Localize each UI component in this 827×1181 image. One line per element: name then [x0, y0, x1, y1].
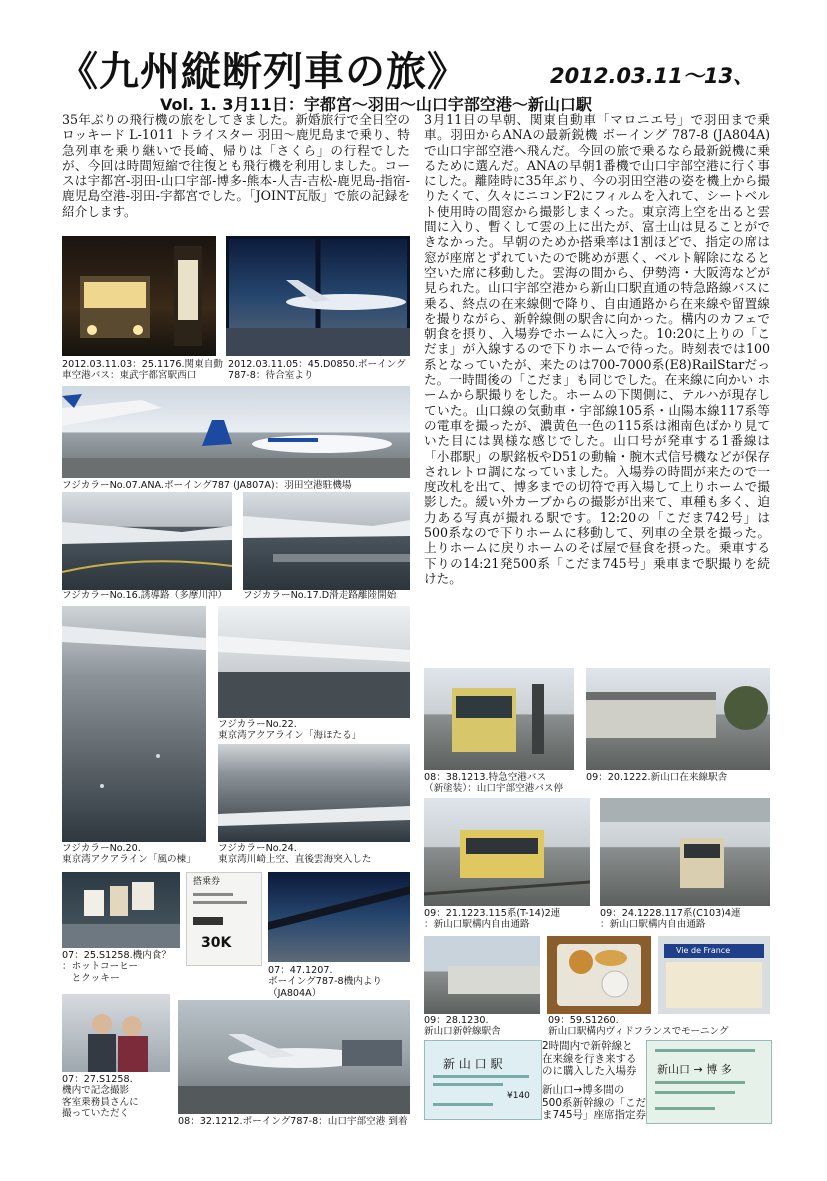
caption-line: （JA804A） [268, 987, 322, 999]
photo-shinkansen-station [424, 936, 540, 1014]
seat-ticket-graphic [647, 1041, 771, 1123]
photo-117-series-graphic [600, 798, 770, 906]
caption-line: フジカラーNo.20. [62, 843, 141, 854]
caption-line: 新山口駅構内ヴィドフランスでモーニング [548, 1026, 729, 1038]
caption-115-series [424, 908, 560, 931]
caption-line: 東京湾アクアライン「海ほたる」 [218, 730, 362, 742]
caption-line: （新塗装）：山口宇部空港バス停 [424, 783, 564, 795]
caption-express-bus [424, 772, 563, 795]
caption-line: 09：59.S1260. [548, 1015, 619, 1026]
photo-ana-787-apron-graphic [62, 386, 410, 478]
photo-arrival-787 [178, 1000, 410, 1114]
main-article: 3月11日の早朝、関東自動車「マロニエ号」で羽田まで乗車。羽田からANAの最新鋭機 ボーイング 787-8 (JA804A)で山口宇部空港へ飛んだ。今回の旅で乗るなら最新鋭機に乗るために選んだ。ANAの早朝1番機で山口宇部空港に行く事にした。離陸時に35年ぶり、今の羽田空港の姿を機上から撮りたくて、久々にニコンF2にフィルムを入れて、シートベルト使用時の間窓から撮影しまくった。東京湾上空を出ると雲間に入り、暫くして雲の上に出たが、富士山は見ることができなかった。早朝のためか搭乗率は1割ほどで、指定の席は窓が座席とずれていたので眺めが悪く、ベルト解除になると空いた席に移動した。雲海の間から、伊勢湾・大阪湾などが見られた。山口宇部空港から新山口駅直通の特急路線バスに乗る、終点の在来線側で降り、自由通路から在来線や留置線を撮りながら、新幹線側の駅舎に向かった。構内のカフェで朝食を摂り、入場券でホームに入った。10:20に上りの「こだま」が入線するので下りホームで待った。時刻表では100系となっていたが、来たのは700-7000系(E8)RailStarだった。一時間後の「こだま」も同じでした。在来線に向かい ホームから駅撮りをした。ホームの下関側に、テルハが現存していた。山口線の気動車・宇部線105系・山陽本線117系等の電車を撮ったが、濃黄色一色の115系は湘南色ばかり見ていた目には異様な感じでした。山口号が発車する1番線は「小郡駅」の駅銘板やD51の動輪・腕木式信号機などが保存されレトロ調になっていました。入場券の時間が来たので一度改札を出て、博多までの切符で再入場して上りホームで撮影した。緩い外カーブからの撮影が出来て、車種も多く、迫力ある写真が撮れる駅です。12:20の「こだま742号」は500系なので下りホームに移動して、列車の全景を撮った。上りホームに戻りホームのそば屋で昼食を摂った。乗車する下りの14:21発500系「こだま745号」乗車まで駅撮りを続けた。 [424, 112, 770, 586]
photo-limited-express-bus-graphic [424, 668, 574, 770]
caption-line: 09：24.1228.117系(C103)4連 [600, 908, 741, 919]
caption-line: 09：28.1230. [424, 1015, 489, 1026]
caption-shinkansen-station [424, 1015, 501, 1038]
caption-seat-ticket [542, 1084, 646, 1122]
photo-seat-ticket [646, 1040, 772, 1124]
caption-inflight-coffee [62, 950, 171, 984]
photo-runway-d-graphic [243, 492, 410, 590]
caption-line: 500系新幹線の「こだ [542, 1096, 647, 1109]
photo-gate-787 [226, 236, 410, 356]
caption-line: ：ホットコーヒー [62, 961, 138, 973]
photo-kawasaki-sky-graphic [218, 744, 410, 842]
caption-arrival-787 [178, 1116, 408, 1127]
seat-ticket-route: 新山口 → 博 多 [657, 1063, 732, 1076]
photo-inflight-coffee-graphic [62, 872, 180, 948]
page-title: 《九州縦断列車の旅》 [58, 48, 468, 95]
caption-line: 08：32.1212.ボーイング787-8：山口宇部空港 到着 [178, 1116, 408, 1127]
caption-line: 07：25.S1258.機内食？ [62, 950, 171, 961]
photo-shinkansen-station-graphic [424, 936, 540, 1014]
caption-line: 新山口新幹線駅舎 [424, 1026, 501, 1038]
photo-vie-de-france [658, 936, 770, 1014]
caption-umihotaru [218, 719, 361, 742]
photo-boarding-pass [186, 872, 262, 966]
caption-line: 在来線を行き来する [542, 1052, 637, 1065]
platform-ticket-graphic [425, 1041, 541, 1119]
caption-117-series [600, 908, 741, 931]
caption-line: 撮っていただく [62, 1108, 130, 1120]
caption-airport-bus [62, 359, 223, 382]
caption-line: 08：38.1213.特急空港バス [424, 772, 547, 783]
photo-kawasaki-sky [218, 744, 410, 842]
caption-breakfast [548, 1015, 729, 1038]
caption-line: フジカラーNo.07.ANA.ボーイング787 (JA807A)：羽田空港駐機場 [62, 480, 352, 491]
photo-115-series-graphic [424, 798, 590, 906]
caption-line: 東京湾アクアライン「風の棟」 [62, 854, 196, 866]
photo-zairaisen-station [586, 668, 770, 770]
caption-zairaisen-station [586, 772, 727, 783]
photo-arrival-787-graphic [178, 1000, 410, 1114]
caption-gate-787 [228, 359, 406, 382]
caption-taxiway [62, 590, 227, 601]
photo-cabin-crew-graphic [62, 994, 170, 1072]
photo-gate-787-graphic [226, 236, 410, 356]
photo-aqualine-kaze-graphic [62, 606, 206, 842]
caption-line: のに購入した入場券 [542, 1065, 637, 1078]
caption-line: 東京湾川崎上空、直後雲海突入した [218, 854, 372, 866]
photo-breakfast-tray-graphic [547, 936, 651, 1014]
platform-ticket-price: ¥140 [507, 1091, 530, 1101]
photo-taxiway-graphic [62, 492, 232, 590]
caption-line: 09：20.1222.新山口在来線駅舎 [586, 772, 728, 783]
caption-line: 2012.03.11.05：45.D0850.ボーイング [228, 359, 406, 370]
photo-ana-787-apron [62, 386, 410, 478]
photo-aqualine-umihotaru-graphic [218, 606, 410, 718]
boarding-pass-seat: 30K [201, 935, 232, 951]
caption-line: ：新山口駅構内自由通路 [600, 919, 706, 931]
caption-line: 新山口→博多間の [542, 1084, 625, 1096]
caption-line: 2012.03.11.03：25.1176.関東自動 [62, 359, 223, 370]
platform-ticket-station: 新 山 口 駅 [443, 1057, 503, 1071]
photo-window-view [268, 872, 410, 962]
caption-line: 07：27.S1258. [62, 1074, 133, 1085]
photo-taxiway [62, 492, 232, 590]
caption-window-view [268, 965, 382, 999]
photo-platform-ticket [424, 1040, 542, 1120]
caption-aqualine-kaze [62, 843, 196, 866]
caption-line: 787-8：待合室より [228, 370, 314, 382]
caption-line: フジカラーNo.17.D滑走路離陸開始 [243, 590, 397, 601]
caption-line: フジカラーNo.22. [218, 719, 297, 730]
caption-cabin-crew [62, 1074, 139, 1120]
photo-115-series [424, 798, 590, 906]
caption-line: 07：47.1207. [268, 965, 333, 976]
caption-line: 09：21.1223.115系(T-14)2連 [424, 908, 561, 919]
photo-cabin-crew [62, 994, 170, 1072]
caption-line: フジカラーNo.16.誘導路（多摩川沖） [62, 590, 228, 601]
photo-limited-express-bus [424, 668, 574, 770]
boarding-pass-header: 搭乗券 [193, 877, 221, 887]
vie-de-france-sign: Vie de France [676, 946, 731, 955]
photo-airport-bus-graphic [62, 236, 216, 356]
intro-paragraph: 35年ぶりの飛行機の旅をしてきました。新婚旅行で全日空のロッキード L-1011 トライスター 羽田〜鹿児島まで乗り、特急列車を乗り継いで長崎、帰りは「さくら」の行程でしたが、今回は時間短縮で往復とも飛行機を利用しました。コースは宇都宮-羽田-山口宇部-博多-熊本-人吉-吉松-鹿児島-指宿-鹿児島空港-羽田-宇都宮でした。「JOINT瓦版」で旅の記録を紹介します。 [62, 112, 410, 219]
photo-aqualine-kaze [62, 606, 206, 842]
caption-runway-d [243, 590, 396, 601]
caption-line: ま745号」座席指定券 [542, 1109, 647, 1122]
trip-date: 2012.03.11〜13、 [550, 64, 755, 88]
photo-aqualine-umihotaru [218, 606, 410, 718]
caption-line: フジカラーNo.24. [218, 843, 297, 854]
caption-line: 車空港バス：東武宇都宮駅西口 [62, 370, 197, 382]
caption-ana-787 [62, 480, 351, 491]
photo-zairaisen-station-graphic [586, 668, 770, 770]
photo-breakfast-tray [547, 936, 651, 1014]
caption-line: 2時間内で新幹線と [542, 1040, 633, 1052]
caption-line: ：新山口駅構内自由通路 [424, 919, 530, 931]
photo-runway-d [243, 492, 410, 590]
photo-117-series [600, 798, 770, 906]
caption-line: 客室乗務員さんに [62, 1096, 139, 1108]
caption-line: 機内で記念撮影 [62, 1085, 130, 1097]
caption-platform-ticket [542, 1040, 637, 1078]
caption-line: ボーイング787-8機内より [268, 976, 383, 988]
caption-line: とクッキー [62, 972, 120, 984]
photo-airport-bus [62, 236, 216, 356]
page-subtitle: Vol. 1. 3月11日：宇都宮〜羽田〜山口宇部空港〜新山口駅 [160, 95, 592, 114]
photo-inflight-coffee [62, 872, 180, 948]
caption-kawasaki [218, 843, 372, 866]
photo-window-view-graphic [268, 872, 410, 962]
